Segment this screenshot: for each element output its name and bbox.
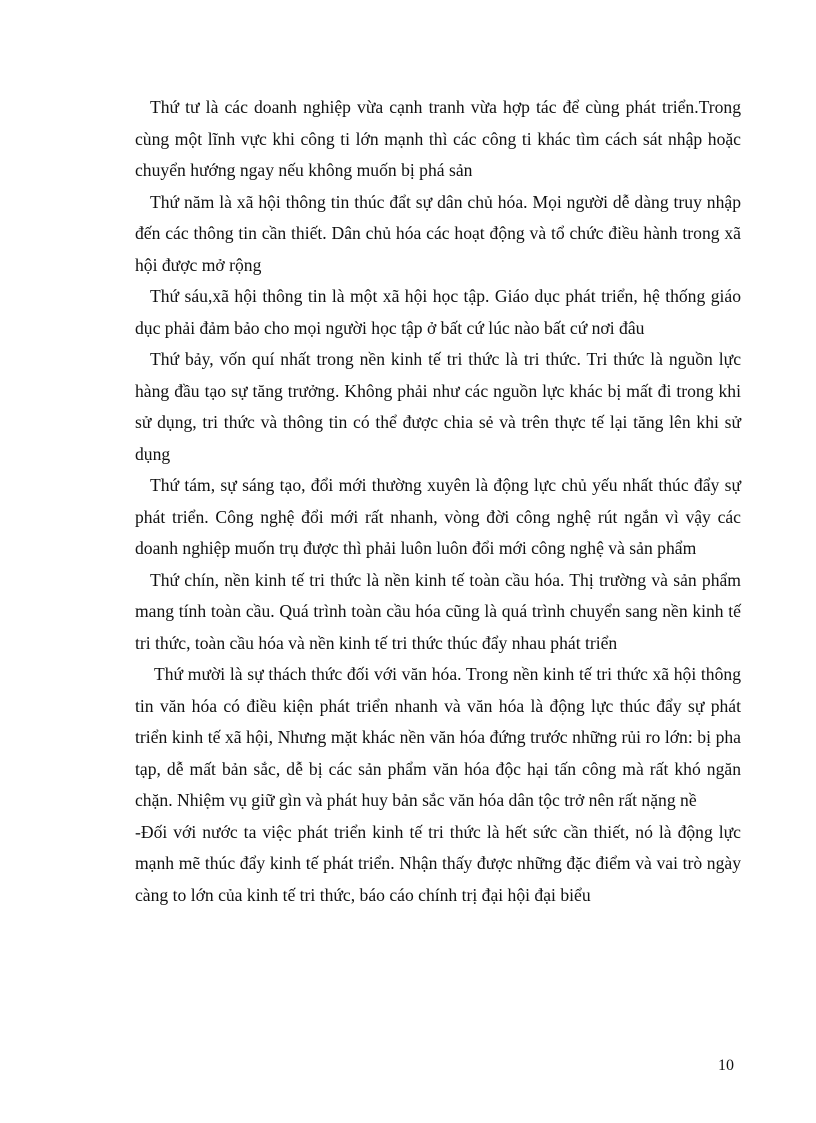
paragraph-thu-chin: Thứ chín, nền kinh tế tri thức là nền kinh tế toàn cầu hóa. Thị trường và sản phẩm mang tính toàn cầu. Quá trình toàn cầu hóa cũng là quá trình chuyển sang nền kinh tế tri thức, toàn cầu hóa và nền kinh tế tri thức thúc đẩy nhau phát triển xyxy=(135,569,741,653)
paragraph-thu-bay: Thứ bảy, vốn quí nhất trong nền kinh tế tri thức là tri thức. Tri thức là nguồn lực hàng đầu tạo sự tăng trưởng. Không phải như các nguồn lực khác bị mất đi trong khi sử dụng, tri thức và thông tin có thể được chia sẻ và trên thực tế lại tăng lên khi sử dụng xyxy=(135,349,741,464)
paragraph-thu-tu: Thứ tư là các doanh nghiệp vừa cạnh tranh vừa hợp tác để cùng phát triển.Trong cùng một lĩnh vực khi công ti lớn mạnh thì các công ti khác tìm cách sát nhập hoặc chuyển hướng ngay nếu không muốn bị phá sản xyxy=(135,97,741,180)
paragraph-thu-muoi: Thứ mười là sự thách thức đối với văn hóa. Trong nền kinh tế tri thức xã hội thông tin văn hóa có điều kiện phát triển nhanh và văn hóa là động lực thúc đẩy sự phát triển kinh tế xã hội, Nhưng mặt khác nền văn hóa đứng trước những rủi ro lớn: bị pha tạp, dễ mất bản sắc, dễ bị các sản phẩm văn hóa độc hại tấn công mà rất khó ngăn chặn. Nhiệm vụ giữ gìn và phát huy bản sắc văn hóa dân tộc trở nên rất nặng nề xyxy=(135,664,741,810)
document-body xyxy=(135,92,741,911)
paragraph-thu-tam: Thứ tám, sự sáng tạo, đổi mới thường xuyên là động lực chủ yếu nhất thúc đẩy sự phát triển. Công nghệ đổi mới rất nhanh, vòng đời công nghệ rút ngắn vì vậy các doanh nghiệp muốn trụ được thì phải luôn luôn đổi mới công nghệ và sản phẩm xyxy=(135,475,741,558)
paragraph-doi-voi-nuoc-ta: -Đối với nước ta việc phát triển kinh tế tri thức là hết sức cần thiết, nó là động lực mạnh mẽ thúc đẩy kinh tế phát triển. Nhận thấy được những đặc điểm và vai trò ngày càng to lớn của kinh tế tri thức, báo cáo chính trị đại hội đại biểu xyxy=(135,821,741,905)
paragraph-thu-sau: Thứ sáu,xã hội thông tin là một xã hội học tập. Giáo dục phát triển, hệ thống giáo dục phải đảm bảo cho mọi người học tập ở bất cứ lúc nào bất cứ nơi đâu xyxy=(135,286,741,338)
paragraph-thu-nam: Thứ năm là xã hội thông tin thúc đẩt sự dân chủ hóa. Mọi người dễ dàng truy nhập đến các thông tin cần thiết. Dân chủ hóa các hoạt động và tổ chức điều hành trong xã hội được mở rộng xyxy=(135,191,741,275)
page-number: 10 xyxy=(718,1057,734,1074)
